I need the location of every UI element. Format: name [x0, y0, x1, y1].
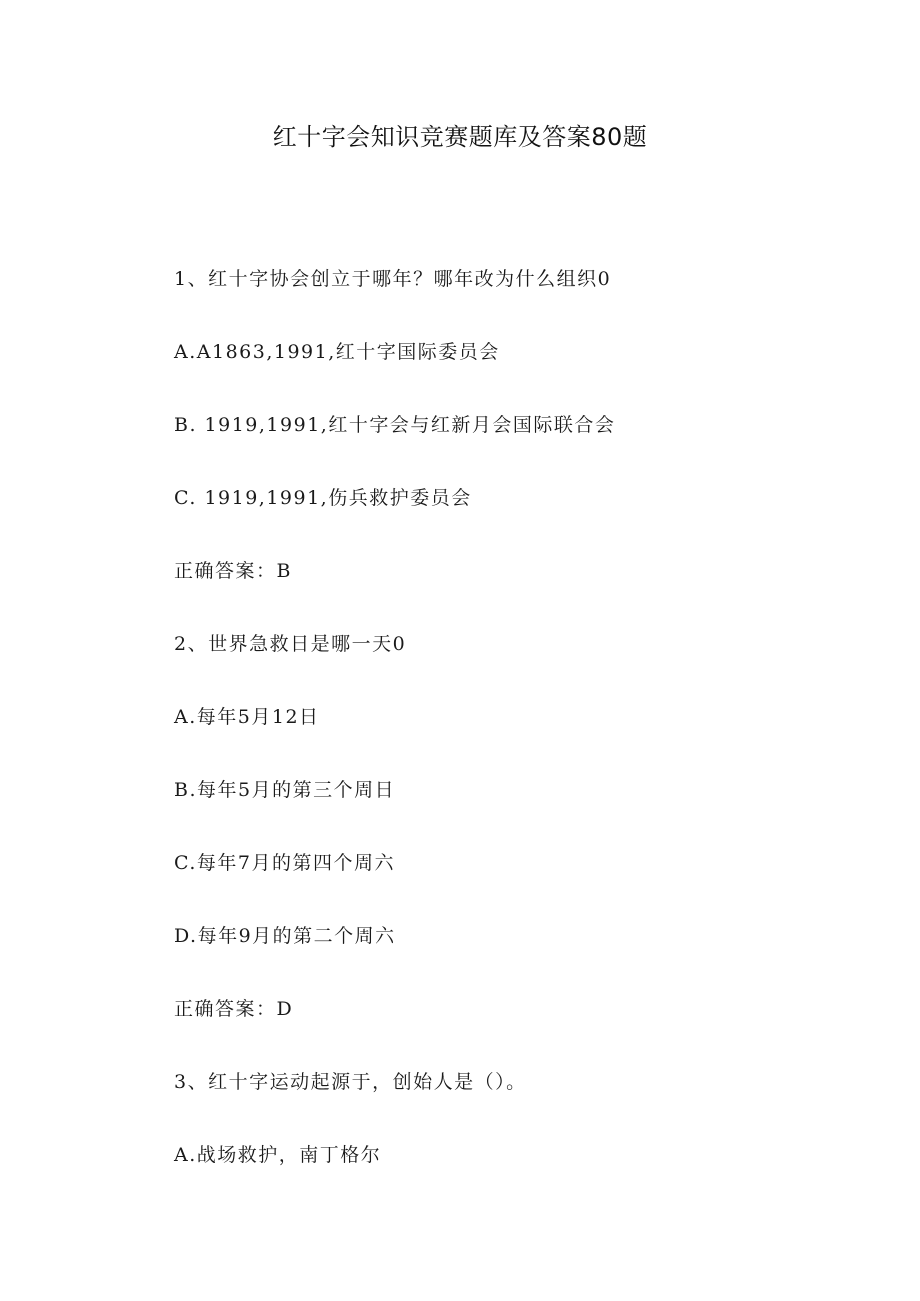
question-2-text: 2、世界急救日是哪一天0: [174, 633, 407, 655]
question-2-option-d: D.每年9月的第二个周六: [174, 925, 396, 947]
question-1-text: 1、红十字协会创立于哪年？哪年改为什么组织0: [174, 268, 612, 290]
question-2-option-a: A.每年5月12日: [174, 706, 320, 728]
question-1-option-b: B. 1919,1991,红十字会与红新月会国际联合会: [174, 414, 616, 436]
question-2-option-c: C.每年7月的第四个周六: [174, 852, 395, 874]
question-2-answer: 正确答案：D: [174, 998, 294, 1020]
question-1-option-a: A.A1863,1991,红十字国际委员会: [174, 341, 500, 363]
question-1-option-c: C. 1919,1991,伤兵救护委员会: [174, 487, 472, 509]
question-list: [174, 263, 874, 1212]
question-3-text: 3、红十字运动起源于，创始人是（）。: [174, 1071, 527, 1093]
question-3-option-a: A.战场救护，南丁格尔: [174, 1144, 382, 1166]
question-2-option-b: B.每年5月的第三个周日: [174, 779, 396, 801]
question-1-answer: 正确答案：B: [174, 560, 292, 582]
document-title: 红十字会知识竞赛题库及答案80题: [272, 123, 648, 151]
